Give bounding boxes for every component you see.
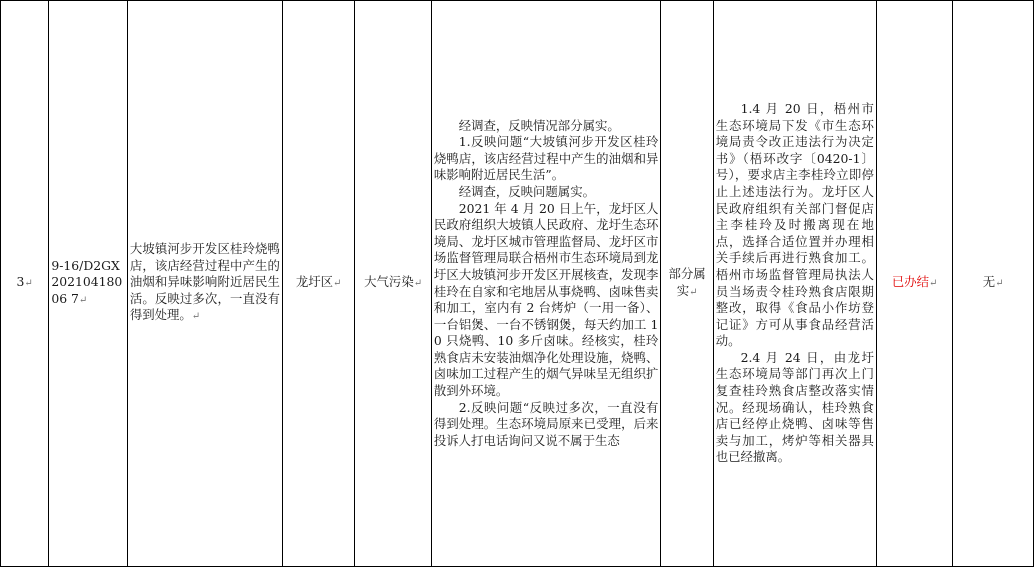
verification-paragraph: 1.反映问题“大坡镇河步开发区桂玲烧鸭店，该店经营过程中产生的油烟和异味影响附近居民生活”。 [433, 134, 659, 183]
paragraph-mark-icon: ↵ [191, 311, 201, 323]
result-cell [661, 1, 713, 567]
table-row [1, 1, 1034, 567]
handling-paragraph: 2.4 月 24 日，由龙圩生态环境局等部门再次上门复查桂玲熟食店整改落实情况。经现场确认，桂玲熟食店已经停止烧鸭、卤味等售卖与加工，烤炉等相关器具也已经撤离。 [715, 349, 874, 465]
verification-paragraph: 经调查，反映情况部分属实。 [458, 117, 620, 133]
district: 龙圩区 [295, 274, 334, 290]
row-index: 3 [16, 274, 25, 290]
verification-paragraph: 2.反映问题“反映过多次，一直没有得到处理。生态环境局原来已受理，后来投诉人打电话询问又说不属于生态 [433, 399, 659, 448]
pollution-type-cell [355, 1, 432, 567]
result: 部分属实 [668, 265, 706, 298]
paragraph-mark-icon: ↵ [78, 294, 88, 306]
handling-paragraph: 1.4 月 20 日，梧州市生态环境局下发《市生态环境局责令改正违法行为决定书》（梧环改字〔0420-1〕号），要求店主李桂玲立即停止上述违法行为。龙圩区人民政府组织有关部门督促店主李桂玲及时搬离现在地点，选择合适位置并办理相关手续后再进行熟食加工。梧州市场监督管理局执法人员当场责令桂玲熟食店限期整改，取得《食品小作坊登记证》方可从事食品经营活动。 [715, 100, 874, 349]
paragraph-mark-icon: ↵ [333, 278, 342, 290]
case-id: 9-16/D2GX20210418006 7 [51, 257, 123, 306]
accountability-cell [953, 1, 1034, 567]
status-cell [876, 1, 953, 567]
verification-paragraph: 2021 年 4 月 20 日上午，龙圩区人民政府组织大坡镇人民政府、龙圩生态环境局、龙圩区城市管理监督局、龙圩区市场监督管理局联合梧州市生态环境局到龙圩区大坡镇河步开发区开展核查，发现李桂玲在自家和宅地居从事烧鸭、卤味售卖和加工，室内有 2 台烤炉（一用一备）、一台铝煲、一台不锈钢煲，每天约加工 10 只烧鸭、10 多斤卤味。经核实，桂玲熟食店未安装油烟净化处理设施，烧鸭、卤味加工过程产生的烟气异味呈无组织扩散到外环境。 [433, 200, 659, 399]
case-id-cell [49, 1, 128, 567]
paragraph-mark-icon: ↵ [24, 278, 33, 290]
verification-cell [431, 1, 661, 567]
paragraph-mark-icon: ↵ [413, 278, 423, 290]
status-badge: 已办结 [891, 274, 930, 290]
pollution-type: 大气污染 [364, 274, 414, 290]
paragraph-mark-icon: ↵ [995, 278, 1004, 290]
handling-cell [713, 1, 876, 567]
complaint-cell [127, 1, 282, 567]
paragraph-mark-icon: ↵ [689, 286, 698, 298]
verification-paragraph: 经调查，反映问题属实。 [458, 183, 595, 199]
complaint-text: 大坡镇河步开发区桂玲烧鸭店，该店经营过程中产生的油烟和异味影响附近居民生活。反映过多次，一直没有得到处理。 [129, 241, 280, 323]
district-cell [282, 1, 354, 567]
accountability: 无 [982, 274, 996, 290]
row-index-cell [1, 1, 49, 567]
paragraph-mark-icon: ↵ [929, 278, 938, 290]
